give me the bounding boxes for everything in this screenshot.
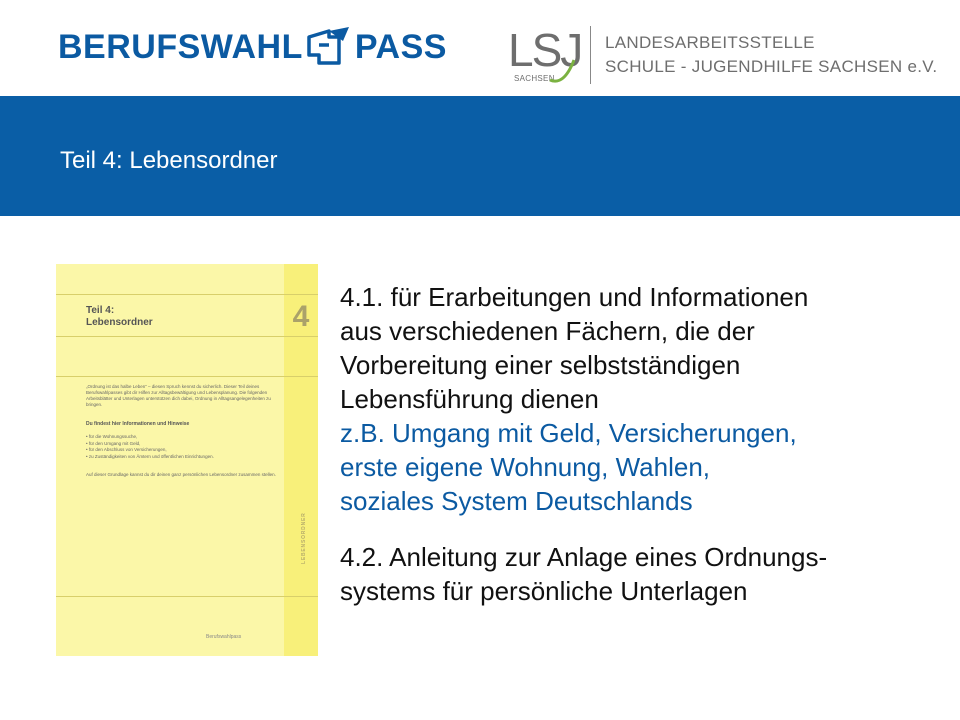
logo-word-berufswahl: BERUFSWAHL: [58, 27, 303, 66]
cover-title: [86, 305, 153, 329]
cover-list-item: • für die Wohnungssuche,: [86, 434, 138, 439]
lsj-divider: [590, 26, 591, 84]
cover-subheading: Du findest hier Informationen und Hinweise: [86, 421, 190, 427]
lsj-mark: [508, 22, 580, 88]
list-item-4-2: [340, 540, 950, 608]
cover-closing: Auf dieser Grundlage kannst du dir deinen ganz persönlichen Lebensordner zusammen stellen.: [86, 472, 276, 477]
item-number: 4.2.: [340, 542, 384, 572]
cover-divider: [56, 294, 318, 295]
lsj-letters-sub: SACHSEN: [514, 74, 555, 83]
lsj-logo: [508, 22, 937, 88]
cover-list-item: • für den Umgang mit Geld,: [86, 440, 141, 446]
cover-divider: [56, 336, 318, 337]
cover-divider: [56, 596, 318, 597]
pass-arrow-icon: [305, 23, 353, 71]
slide-title: Teil 4: Lebensordner: [60, 147, 278, 174]
cover-list-item: • für den Abschluss von Versicherungen,: [86, 447, 167, 452]
item-line: Vorbereitung einer selbstständigen: [340, 350, 741, 380]
lsj-name-line-2: SCHULE - JUGENDHILFE SACHSEN e.V.: [605, 57, 938, 76]
lsj-name-line-1: LANDESARBEITSSTELLE: [605, 33, 815, 52]
lsj-swoosh-icon: [548, 56, 578, 86]
cover-footer: Berufswahlpass: [206, 634, 242, 640]
cover-divider: [56, 376, 318, 377]
item-highlight-line: z.B. Umgang mit Geld, Versicherungen,: [340, 418, 797, 448]
cover-number: 4: [292, 300, 310, 333]
berufswahlpass-logo: [58, 22, 447, 72]
item-highlight-line: soziales System Deutschlands: [340, 486, 693, 516]
cover-list: [86, 434, 278, 460]
item-line: systems für persönliche Unterlagen: [340, 576, 748, 606]
item-line: Anleitung zur Anlage eines Ordnungs-: [389, 542, 828, 572]
item-line: Lebensführung dienen: [340, 384, 599, 414]
list-item-4-1: [340, 280, 950, 518]
cover-title-line-1: Teil 4:: [86, 305, 115, 316]
logo-word-pass: PASS: [354, 27, 447, 66]
lebensordner-cover-image: [56, 264, 318, 656]
lsj-name: [605, 31, 937, 79]
item-highlight-line: erste eigene Wohnung, Wahlen,: [340, 452, 711, 482]
item-line: für Erarbeitungen und Informationen: [390, 282, 809, 312]
cover-title-line-2: Lebensordner: [86, 317, 153, 328]
cover-list-item: • zu Zuständigkeiten von Ämtern und öffentlichen Einrichtungen.: [86, 453, 214, 459]
cover-paragraph: „Ordnung ist das halbe Leben“ – diesen Spruch kennst du sicherlich. Dieser Teil deines Berufswahlpasses gibt dir Hilfen zur Alltagsbewältigung und Lebensplanung. Die folgenden Arbeitsblätter und Unterlagen unterstützen dich dabei, Ordnung in Alltagsangelegenheiten zu bringen.: [86, 384, 271, 407]
item-number: 4.1.: [340, 282, 384, 312]
item-line: aus verschiedenen Fächern, die der: [340, 316, 755, 346]
cover-spine-label: LEBENSORDNER: [301, 512, 307, 564]
content-list: [340, 280, 950, 608]
lsj-letters: LSJ: [508, 24, 582, 76]
